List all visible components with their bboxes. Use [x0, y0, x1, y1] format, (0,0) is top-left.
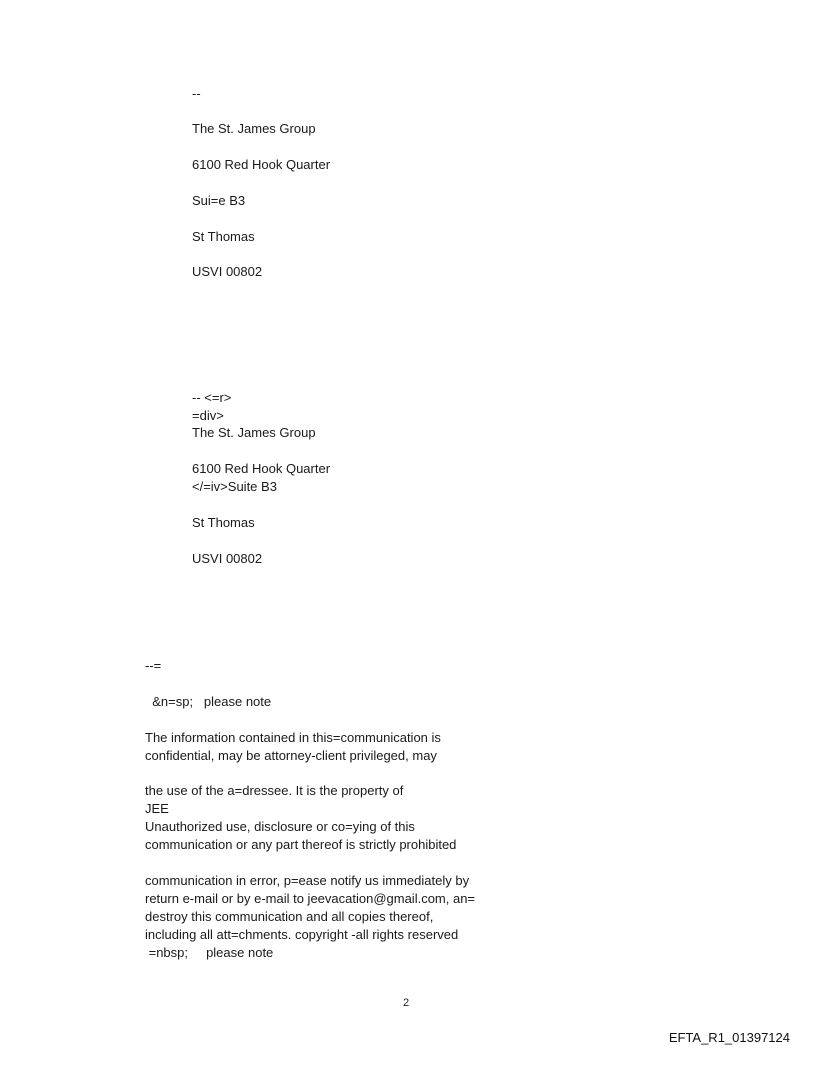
- company-name-2: The St. James Group: [192, 425, 316, 440]
- disclaimer-line: return e-mail or by e-mail to jeevacation@gmail.com, an=: [145, 891, 476, 906]
- signature-separator-2: -- <=r>: [192, 390, 232, 405]
- region-zip-line: USVI 00802: [192, 264, 263, 279]
- disclaimer-line: the use of the a=dressee. It is the property of: [145, 783, 404, 798]
- disclaimer-line: including all att=chments. copyright -all rights reserved: [145, 927, 459, 942]
- signature-separator: --: [192, 86, 201, 101]
- disclaimer-line: Unauthorized use, disclosure or co=ying of this: [145, 819, 415, 834]
- disclaimer-line: The information contained in this=communication is: [145, 730, 441, 745]
- disclaimer-separator: --=: [145, 658, 162, 673]
- company-name: The St. James Group: [192, 121, 316, 136]
- disclaimer-line: communication or any part thereof is strictly prohibited: [145, 837, 457, 852]
- suite-line: Sui=e B3: [192, 193, 246, 208]
- disclaimer-line: destroy this communication and all copies thereof,: [145, 909, 434, 924]
- city-line: St Thomas: [192, 229, 255, 244]
- disclaimer-line: =nbsp; please note: [145, 945, 274, 960]
- street-address: 6100 Red Hook Quarter: [192, 157, 331, 172]
- disclaimer-note-heading: &n=sp; please note: [145, 694, 272, 709]
- page-number: 2: [403, 997, 410, 1009]
- disclaimer-line: communication in error, p=ease notify us immediately by: [145, 873, 470, 888]
- region-zip-line-2: USVI 00802: [192, 551, 263, 566]
- street-address-2: 6100 Red Hook Quarter: [192, 461, 331, 476]
- suite-line-2: </=iv>Suite B3: [192, 479, 277, 494]
- document-id: EFTA_R1_01397124: [668, 1030, 790, 1045]
- disclaimer-line: confidential, may be attorney-client privileged, may: [145, 748, 437, 763]
- disclaimer-line: JEE: [145, 801, 169, 816]
- city-line-2: St Thomas: [192, 515, 255, 530]
- div-tag-line: =div>: [192, 408, 224, 423]
